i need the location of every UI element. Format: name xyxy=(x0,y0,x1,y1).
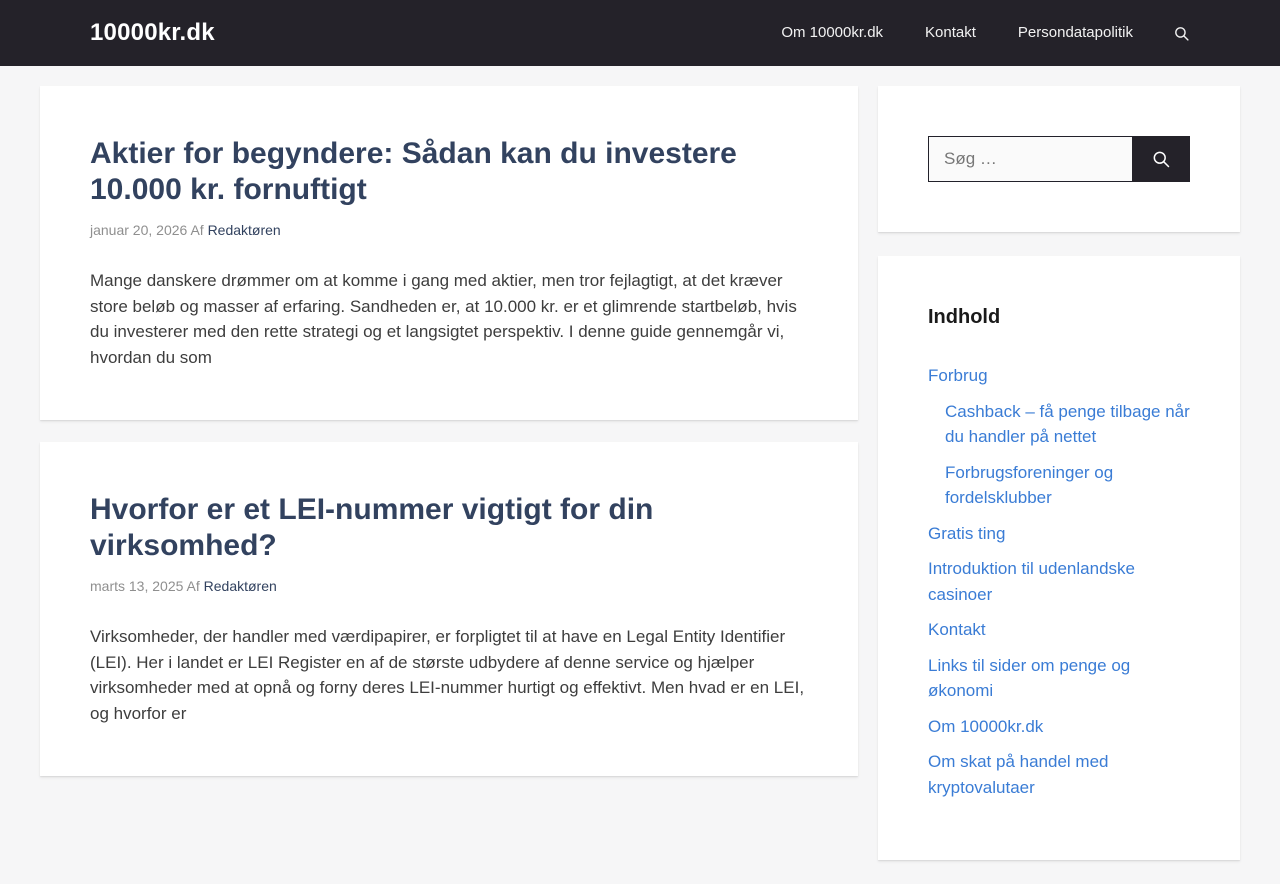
article-title-link[interactable]: Hvorfor er et LEI-nummer vigtigt for din virksomhed? xyxy=(90,493,654,562)
nav-link-persondatapolitik[interactable]: Persondatapolitik xyxy=(1017,24,1133,41)
toc-item xyxy=(928,749,1190,800)
toc-list xyxy=(928,363,1190,800)
nav-link-om-10000kr[interactable]: Om 10000kr.dk xyxy=(781,24,884,41)
article-author-link[interactable]: Redaktøren xyxy=(207,222,281,238)
toc-link-forbrug[interactable]: Forbrug xyxy=(928,366,988,385)
toc-link-om-10000kr[interactable]: Om 10000kr.dk xyxy=(928,716,1044,736)
nav-list xyxy=(781,24,1133,42)
main-content xyxy=(40,86,858,798)
toc-item xyxy=(928,653,1190,704)
site-header xyxy=(0,0,1280,66)
article-excerpt: Virksomheder, der handler med værdipapirer, er forpligtet til at have en Legal Entity Identifier (LEI). Her i landet er LEI Register en af de største udbydere af denne service og hjælper virksomheder med at opnå og forny deres LEI-nummer hurtigt og effektivt. Men hvad er en LEI, og hvorfor er xyxy=(90,627,805,723)
search-form xyxy=(928,136,1190,182)
primary-nav xyxy=(781,24,1190,42)
toc-item-sub xyxy=(928,460,1190,511)
article-date: januar 20, 2026 xyxy=(90,222,188,238)
toc-widget xyxy=(878,256,1240,860)
search-widget xyxy=(878,86,1240,232)
toc-link-kontakt[interactable]: Kontakt xyxy=(928,620,986,639)
article-date: marts 13, 2025 xyxy=(90,578,184,594)
toc-item xyxy=(928,617,1190,643)
header-search-button[interactable] xyxy=(1173,25,1190,42)
toc-item xyxy=(928,363,1190,389)
article-title xyxy=(90,136,808,208)
article-title xyxy=(90,492,808,564)
article-byline-prefix: Af xyxy=(190,222,204,238)
toc-item xyxy=(928,521,1190,547)
toc-item xyxy=(928,556,1190,607)
toc-heading: Indhold xyxy=(928,306,1001,328)
article-card-lei xyxy=(40,442,858,776)
content-layout xyxy=(40,66,1240,884)
nav-link-kontakt[interactable]: Kontakt xyxy=(925,24,976,41)
article-title-link[interactable]: Aktier for begyndere: Sådan kan du investere 10.000 kr. fornuftigt xyxy=(90,137,737,206)
search-icon xyxy=(1151,149,1171,169)
toc-item-sub xyxy=(928,399,1190,450)
site-logo-title[interactable]: 10000kr.dk xyxy=(90,19,215,46)
toc-link-skat-kryptovalutaer[interactable]: Om skat på handel med kryptovalutaer xyxy=(928,752,1109,797)
article-byline-prefix: Af xyxy=(186,578,200,594)
article-card-aktier xyxy=(40,86,858,420)
toc-link-udenlandske-casinoer[interactable]: Introduktion til udenlandske casinoer xyxy=(928,559,1135,604)
nav-item-om xyxy=(781,24,883,42)
article-excerpt: Mange danskere drømmer om at komme i gang med aktier, men tror fejlagtigt, at det kræver store beløb og masser af erfaring. Sandheden er, at 10.000 kr. er et glimrende startbeløb, hvis du investerer med den rette strategi og et langsigtet perspektiv. I denne guide gennemgår vi, hvordan du som xyxy=(90,271,797,367)
toc-link-gratis-ting[interactable]: Gratis ting xyxy=(928,523,1006,543)
article-author-link[interactable]: Redaktøren xyxy=(203,578,277,594)
header-inner xyxy=(40,0,1240,66)
search-input[interactable] xyxy=(928,136,1132,182)
toc-link-forbrugsforeninger[interactable]: Forbrugsforeninger og fordelsklubber xyxy=(945,462,1114,507)
nav-item-persondatapolitik xyxy=(1018,24,1133,42)
toc-link-cashback[interactable]: Cashback – få penge tilbage når du handler på nettet xyxy=(945,401,1190,446)
toc-link-links-penge-okonomi[interactable]: Links til sider om penge og økonomi xyxy=(928,655,1131,700)
toc-item xyxy=(928,714,1190,740)
nav-item-kontakt xyxy=(925,24,976,42)
search-submit-button[interactable] xyxy=(1132,136,1190,182)
search-icon xyxy=(1173,25,1190,42)
article-meta xyxy=(90,578,808,594)
sidebar xyxy=(878,86,1240,884)
article-meta xyxy=(90,222,808,238)
